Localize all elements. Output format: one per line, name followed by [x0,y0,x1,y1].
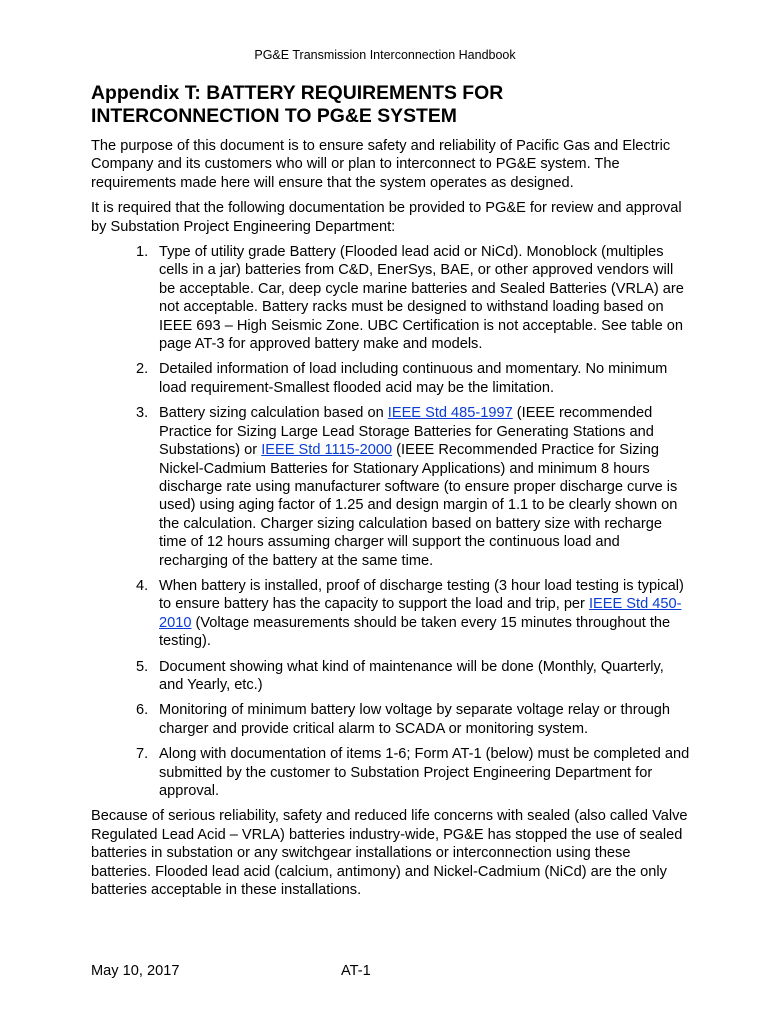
list-item-number: 4. [136,577,149,594]
requirements-list [91,243,691,800]
list-item-number: 6. [136,702,149,719]
page-title [91,82,691,128]
list-item-text: (Voltage measurements should be taken every 15 minutes throughout the testing). [159,614,671,650]
list-item-text: When battery is installed, proof of discharge testing (3 hour load testing is typical) to ensure battery has the capacity to support the load and trip, per [159,577,684,613]
list-item-7 [91,745,691,800]
ieee-450-link[interactable]: IEEE Std 450-2010 [159,596,682,631]
list-item-number: 3. [136,405,149,422]
list-item-number: 2. [136,361,149,378]
closing-paragraph: Because of serious reliability, safety and reduced life concerns with sealed (also called Valve Regulated Lead Acid – VRLA) batteries industry-wide, PG&E has stopped the use of sealed batteries in substation or any switchgear installations or interconnection using these batteries. Flooded lead acid (calcium, antimony) and Nickel-Cadmium (NiCd) are the only batteries acceptable in these installations. [91,808,688,899]
list-item-6 [91,701,691,738]
list-item-number: 1. [136,244,149,261]
running-header: PG&E Transmission Interconnection Handbook [254,48,516,62]
list-item-text: (IEEE recommended Practice for Sizing Large Lead Storage Batteries for Generating Stations and Substations) or [159,405,654,459]
list-item-text: (IEEE Recommended Practice for Sizing Nickel-Cadmium Batteries for Stationary Applications) and minimum 8 hours discharge rate using manufacturer software (to ensure proper discharge curve is used) using aging factor of 1.25 and design margin of 1.1 to be clearly shown on the calculation. Charger sizing calculation based on battery size with recharge time of 12 hours assuming charger will support the continuous load and recharging of the battery at the same time. [159,442,678,569]
list-item-text: Along with documentation of items 1-6; Form AT-1 (below) must be completed and submitted by the customer to Substation Project Engineering Department for approval. [159,746,690,799]
list-item-text: Type of utility grade Battery (Flooded lead acid or NiCd). Monoblock (multiples cells in a jar) batteries from C&D, EnerSys, BAE, or other approved vendors will be acceptable. Car, deep cycle marine batteries and Sealed Batteries (VRLA) are not acceptable. Battery racks must be designed to withstand loading based on IEEE 693 – High Seismic Zone. UBC Certification is not acceptable. See table on page AT-3 for approved battery make and models. [159,244,684,353]
list-item-2 [91,360,691,397]
footer-date: May 10, 2017 [91,963,180,979]
list-item-text: Monitoring of minimum battery low voltage by separate voltage relay or through charger and provide critical alarm to SCADA or monitoring system. [159,702,671,737]
list-item-text: Document showing what kind of maintenance will be done (Monthly, Quarterly, and Yearly, etc.) [159,658,664,693]
page-title-line-2: INTERCONNECTION TO PG&E SYSTEM [91,105,457,127]
list-item-text: Battery sizing calculation based on [159,405,388,422]
list-item-text: Detailed information of load including continuous and momentary. No minimum load requirement-Smallest flooded acid may be the limitation. [159,361,668,396]
page-title-line-1: Appendix T: BATTERY REQUIREMENTS FOR [91,82,504,104]
requirement-paragraph: It is required that the following documentation be provided to PG&E for review and approval by Substation Project Engineering Department: [91,200,682,235]
ieee-485-link[interactable]: IEEE Std 485-1997 [387,405,513,422]
page-number: AT-1 [341,963,371,979]
list-item-3 [91,404,691,570]
intro-paragraph: The purpose of this document is to ensure safety and reliability of Pacific Gas and Electric Company and its customers who will or plan to interconnect to PG&E system. The requirements made here will ensure that the system operates as designed. [91,138,671,191]
ieee-1115-link[interactable]: IEEE Std 1115-2000 [261,442,393,459]
list-item-5 [91,658,691,695]
list-item-number: 7. [136,746,149,763]
document-body [91,82,691,906]
list-item-1 [91,243,691,353]
list-item-number: 5. [136,658,149,675]
list-item-4 [91,577,691,651]
